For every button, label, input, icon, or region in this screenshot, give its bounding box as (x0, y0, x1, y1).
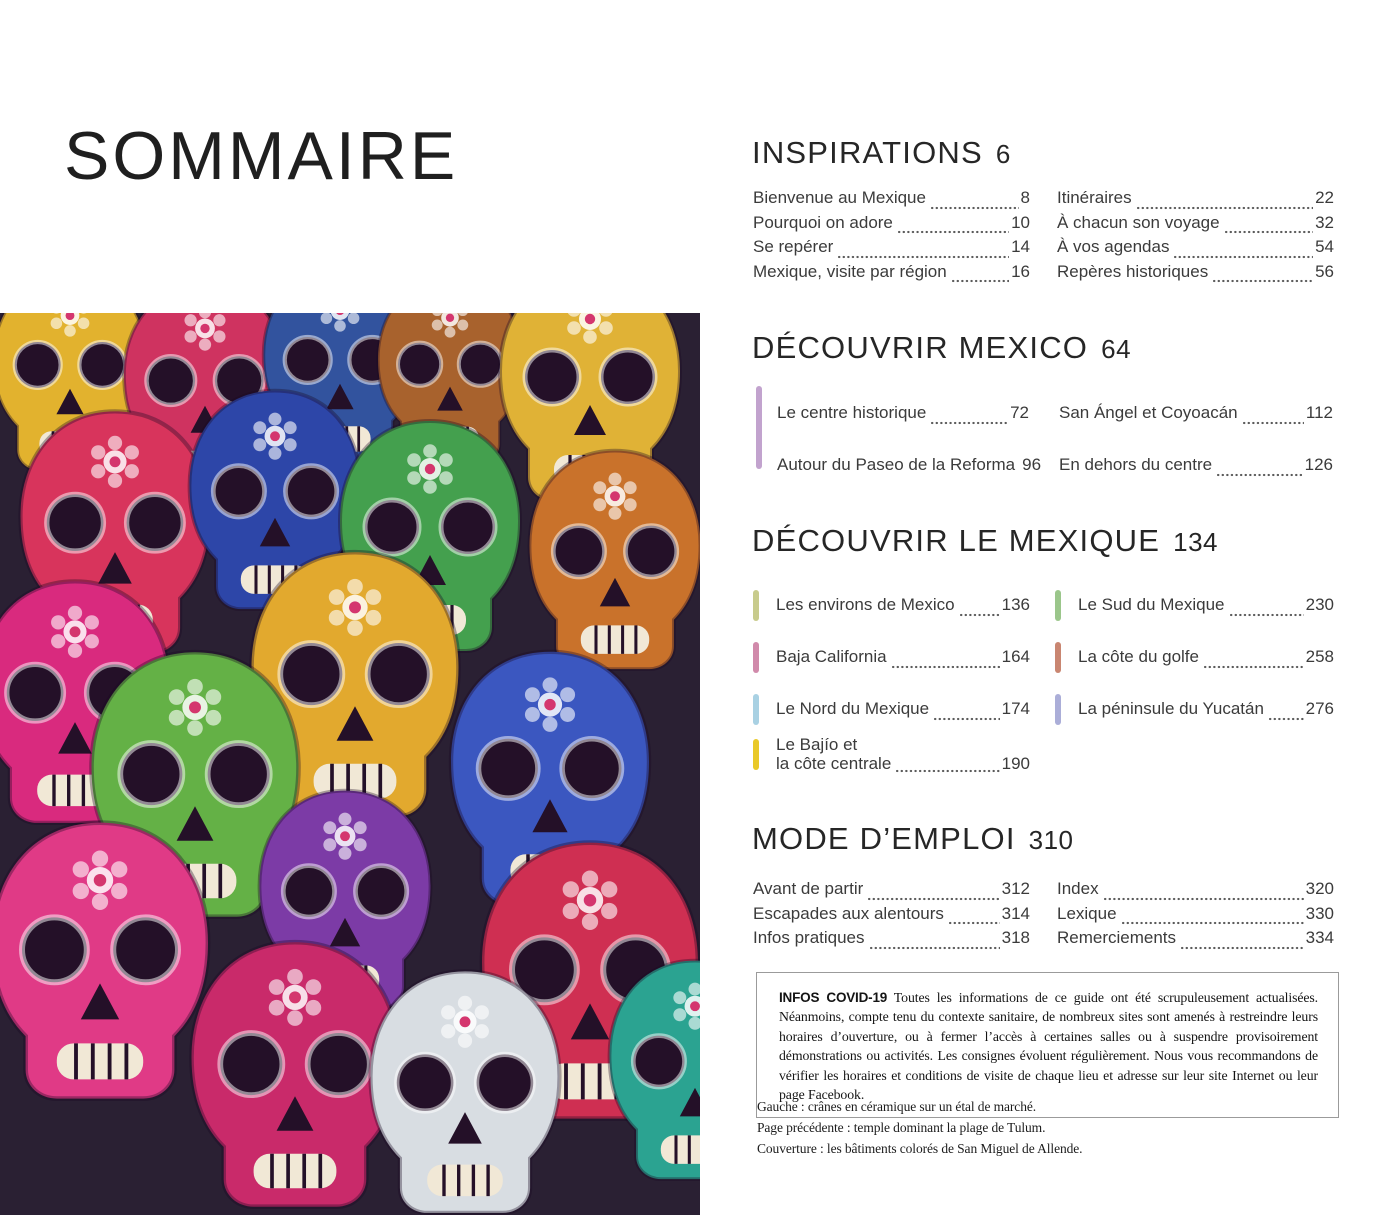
toc-entry (753, 211, 1030, 236)
section-title-inspirations (752, 136, 1011, 170)
toc-entry (1057, 260, 1334, 285)
dot-leader (931, 413, 1008, 426)
region-color-bar (1055, 590, 1061, 621)
toc-page-number: 258 (1305, 647, 1334, 667)
toc-entry (753, 877, 1030, 902)
dot-leader (1104, 889, 1304, 902)
toc-page-number: 10 (1011, 212, 1030, 232)
toc-entry-label: Le centre historique (777, 403, 927, 422)
toc-entry (753, 186, 1030, 211)
dot-leader (934, 709, 1000, 722)
toc-entry-label: La péninsule du Yucatán (1078, 699, 1264, 719)
toc-entry (1057, 211, 1334, 236)
section-page-number: 134 (1173, 527, 1219, 557)
toc-page-number: 330 (1305, 903, 1334, 923)
section-title-mexique (752, 524, 1218, 558)
dot-leader (838, 247, 1009, 260)
toc-entry (1055, 590, 1334, 621)
toc-page-number: 320 (1305, 879, 1334, 898)
toc-entry-label: Repères historiques (1057, 261, 1209, 281)
toc-entry-label: La côte du golfe (1078, 647, 1199, 667)
toc-entry (1059, 453, 1333, 478)
toc-entry-label: Avant de partir (753, 879, 864, 898)
toc-entry (1057, 902, 1334, 927)
toc-entry-label: Escapades aux alentours (753, 903, 944, 923)
toc-page-number: 164 (1001, 647, 1030, 667)
toc-entry (753, 235, 1030, 260)
toc-page-number: 318 (1001, 928, 1030, 948)
dot-leader (1230, 605, 1304, 618)
toc-page-number: 312 (1001, 879, 1030, 898)
region-color-bar (753, 590, 759, 621)
toc-entry (1055, 694, 1334, 725)
dot-leader (1181, 938, 1304, 951)
dot-leader (949, 913, 1000, 926)
toc-entry-label: Le Sud du Mexique (1078, 595, 1225, 615)
section-title-text: DÉCOUVRIR MEXICO (752, 330, 1089, 365)
dot-leader (1217, 465, 1303, 478)
section-page-number: 64 (1101, 334, 1132, 364)
toc-page-number: 54 (1315, 237, 1334, 257)
toc-entry (1059, 401, 1333, 426)
toc-page-number: 136 (1001, 595, 1030, 615)
caption-line: Gauche : crânes en céramique sur un étal de marché. (757, 1099, 1037, 1114)
dot-leader (1213, 271, 1313, 284)
photo-captions (757, 1096, 1340, 1159)
toc-entry-label: Bienvenue au Mexique (753, 188, 926, 207)
section-title-mode-emploi (752, 822, 1074, 856)
toc-entry (1057, 235, 1334, 260)
toc-entry-label: Mexique, visite par région (753, 261, 947, 281)
covid-info-title: INFOS COVID-19 (779, 990, 888, 1005)
region-color-bar (756, 386, 762, 469)
toc-entry-label: Baja California (776, 647, 887, 667)
region-color-bar (753, 739, 759, 770)
toc-page-number: 32 (1315, 212, 1334, 232)
toc-page-number: 96 (1022, 455, 1042, 474)
toc-entry-label: À vos agendas (1057, 237, 1170, 257)
toc-page-number: 14 (1011, 237, 1030, 257)
toc-entry (753, 260, 1030, 285)
toc-entry-label: Index (1057, 879, 1099, 898)
dot-leader (1122, 913, 1304, 926)
region-color-bar (1055, 642, 1061, 673)
dot-leader (1243, 413, 1304, 426)
section-title-text: DÉCOUVRIR LE MEXIQUE (752, 523, 1161, 558)
dot-leader (1269, 709, 1304, 722)
region-color-bar (1055, 694, 1061, 725)
inspirations-col1 (753, 186, 1030, 284)
toc-page-number: 56 (1315, 261, 1334, 281)
toc-entry (753, 642, 1030, 673)
mode-col1 (753, 877, 1030, 951)
dot-leader (868, 889, 999, 902)
toc-entry (753, 926, 1030, 951)
caption-line: Page précédente : temple dominant la plage de Tulum. (757, 1120, 1046, 1135)
skulls-photo-illustration (0, 313, 700, 1215)
toc-entry (1057, 877, 1334, 902)
toc-entry-label: Le Nord du Mexique (776, 699, 930, 719)
toc-page-number: 334 (1305, 928, 1334, 948)
dot-leader (896, 761, 999, 774)
toc-entry-label: Autour du Paseo de la Reforma (777, 455, 1016, 474)
dot-leader (898, 222, 1009, 235)
section-page-number: 6 (995, 139, 1011, 169)
toc-entry (753, 735, 1030, 774)
dot-leader (1225, 222, 1314, 235)
dot-leader (931, 198, 1019, 211)
toc-page-number: 276 (1305, 699, 1334, 719)
section-title-mexico (752, 331, 1131, 365)
toc-page-number: 314 (1001, 903, 1030, 923)
toc-entry-label: Itinéraires (1057, 188, 1132, 207)
toc-entry-label: Se repérer (753, 237, 834, 257)
dot-leader (892, 657, 1000, 670)
toc-entry-label: Infos pratiques (753, 928, 865, 948)
dot-leader (1204, 657, 1304, 670)
section-title-text: MODE D’EMPLOI (752, 821, 1016, 856)
toc-entry (753, 694, 1030, 725)
toc-entry (777, 453, 1042, 478)
page-title: SOMMAIRE (64, 118, 459, 194)
dot-leader (1174, 247, 1313, 260)
toc-entry-label: À chacun son voyage (1057, 212, 1220, 232)
toc-page-number: 190 (1001, 754, 1030, 773)
dot-leader (960, 605, 1000, 618)
toc-entry (1055, 642, 1334, 673)
section-page-number: 310 (1028, 825, 1074, 855)
dot-leader (870, 938, 1000, 951)
toc-page-number: 8 (1020, 188, 1030, 207)
toc-entry (753, 902, 1030, 927)
region-color-bar (753, 694, 759, 725)
caption-line: Couverture : les bâtiments colorés de San Miguel de Allende. (757, 1141, 1083, 1156)
toc-entry (753, 590, 1030, 621)
toc-entry-label: Le Bajío et (776, 735, 858, 754)
toc-entry-label: Remerciements (1057, 928, 1177, 948)
skulls-photo (0, 313, 700, 1215)
toc-page-number: 16 (1011, 261, 1030, 281)
toc-entry-label: Lexique (1057, 903, 1117, 923)
toc-page-number: 112 (1305, 403, 1333, 422)
toc-page-number: 174 (1001, 699, 1030, 719)
toc-page-number: 230 (1305, 595, 1334, 615)
covid-info-text: Toutes les informations de ce guide ont été scrupuleusement actualisées. Néanmoins, compte tenu du contexte sanitaire, de nombreux sites sont amenés à restreindre leurs horaires d’ouverture, ou à fermer l’accès à certaines salles ou à suspendre provisoirement démonstrations ou activités. Les consignes évoluent régulièrement. Nous vous recommandons de vérifier les horaires et conditions de visite de chaque lieu et adresse sur leur site Internet ou leur page Facebook. (779, 990, 1319, 1103)
toc-entry-label: En dehors du centre (1059, 455, 1213, 474)
toc-page-number: 72 (1010, 403, 1029, 422)
toc-page-number: 22 (1315, 188, 1334, 207)
toc-entry-label: Pourquoi on adore (753, 212, 893, 232)
mode-col2 (1057, 877, 1334, 951)
toc-entry-label-line2: la côte centrale (776, 754, 892, 773)
dot-leader (1137, 198, 1313, 211)
toc-page-number: 126 (1304, 455, 1333, 474)
toc-entry (777, 401, 1029, 426)
toc-entry-label: Les environs de Mexico (776, 595, 955, 615)
section-title-text: INSPIRATIONS (752, 135, 983, 170)
toc-entry (1057, 926, 1334, 951)
region-color-bar (753, 642, 759, 673)
inspirations-col2 (1057, 186, 1334, 284)
toc-entry-label: San Ángel et Coyoacán (1059, 403, 1238, 422)
toc-entry (1057, 186, 1334, 211)
dot-leader (952, 271, 1009, 284)
